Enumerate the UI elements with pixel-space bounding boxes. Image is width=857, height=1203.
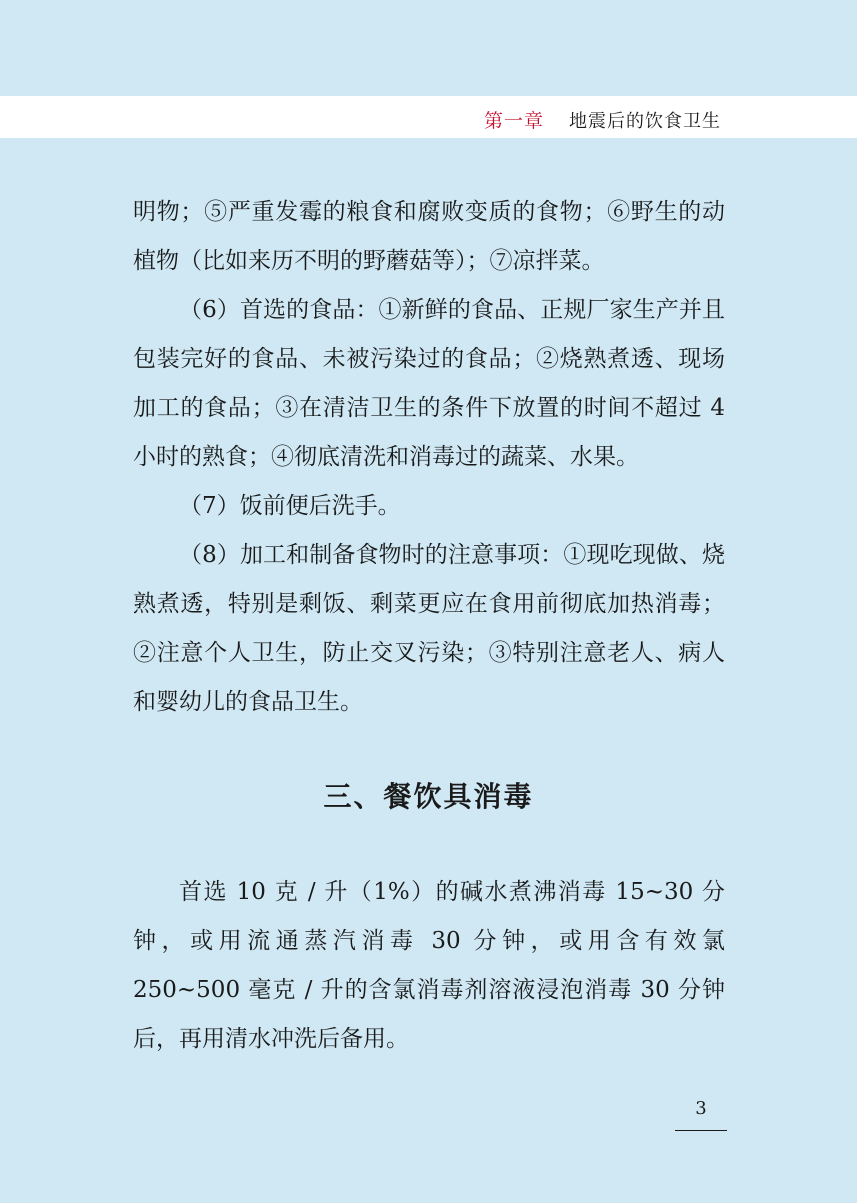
page-number-rule	[675, 1130, 727, 1131]
body-text-top	[133, 188, 725, 727]
paragraph-item-6: （6）首选的食品：①新鲜的食品、正规厂家生产并且包装完好的食品、未被污染过的食品；②烧熟煮透、现场加工的食品；③在清洁卫生的条件下放置的时间不超过 4 小时的熟食；④彻底清洗和消毒过的蔬菜、水果。	[133, 297, 725, 470]
body-text-bottom	[133, 868, 725, 1064]
page-number: 3	[695, 1098, 707, 1119]
running-header-band	[0, 96, 857, 138]
chapter-label: 第一章	[483, 110, 544, 132]
paragraph-continued: 明物；⑤严重发霉的粮食和腐败变质的食物；⑥野生的动植物（比如来历不明的野蘑菇等）；⑦凉拌菜。	[133, 199, 725, 274]
paragraph-item-8: （8）加工和制备食物时的注意事项：①现吃现做、烧熟煮透，特别是剩饭、剩菜更应在食用前彻底加热消毒；②注意个人卫生，防止交叉污染；③特别注意老人、病人和婴幼儿的食品卫生。	[133, 542, 725, 715]
running-header	[484, 106, 721, 133]
paragraph-item-7: （7）饭前便后洗手。	[179, 493, 401, 519]
chapter-title: 地震后的饮食卫生	[569, 111, 721, 132]
paragraph-disinfection: 首选 10 克 / 升（1%）的碱水煮沸消毒 15~30 分钟，或用流通蒸汽消毒 30 分钟，或用含有效氯 250~500 毫克 / 升的含氯消毒剂溶液浸泡消毒 30 分钟后，再用清水冲洗后备用。	[133, 879, 725, 1052]
section-heading: 三、餐饮具消毒	[323, 780, 534, 813]
